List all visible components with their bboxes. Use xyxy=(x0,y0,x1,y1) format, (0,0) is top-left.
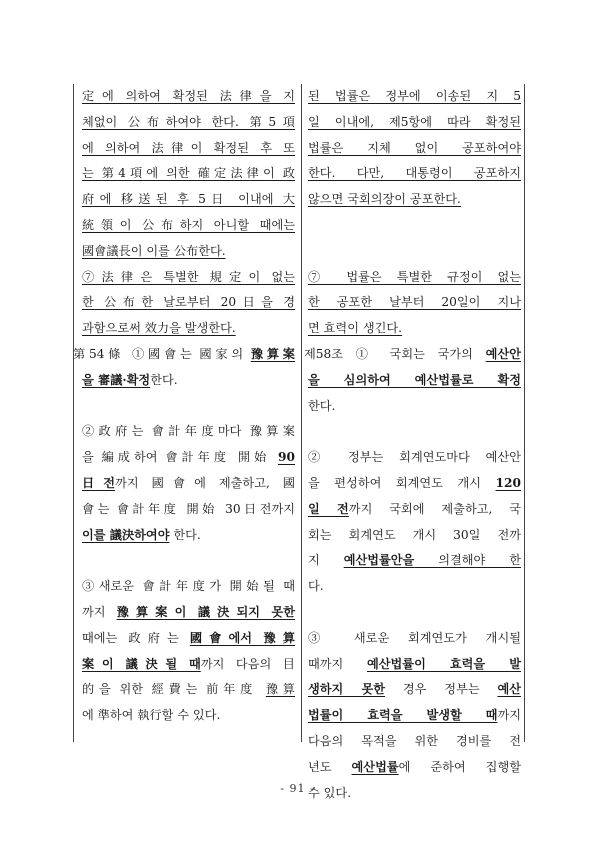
text-line: 에 準하여 執行할 수 있다. xyxy=(82,708,221,723)
text-line: ③새로운 會計年度가 開始될 때 xyxy=(82,579,295,594)
emphasis-text: 豫算案이 議決되지 못한 xyxy=(116,604,296,619)
article-heading: 第54條 ①國會는 國家의 xyxy=(73,346,251,361)
text-line: 國會議長이 이를 公布한다. xyxy=(82,243,226,258)
text-line xyxy=(73,368,295,394)
spacer xyxy=(82,394,295,420)
plain-text: 지 xyxy=(308,553,344,568)
text-line xyxy=(82,471,295,497)
article-heading: 제58조 ① 국회는 국가의 xyxy=(304,346,486,361)
plain-text: 을 편성하여 회계연도 개시 xyxy=(308,475,496,490)
text-line xyxy=(308,677,521,703)
plain-text: 까지 國會에 제출하고, 國 xyxy=(115,475,295,490)
left-column-old-text xyxy=(73,84,296,729)
plain-text: 한다. xyxy=(169,527,201,542)
emphasis-text: 이를 議決하여야 xyxy=(82,527,170,542)
left-paragraph-7 xyxy=(82,265,295,342)
center-divider-line xyxy=(301,84,302,742)
emphasis-text: 日전 xyxy=(82,475,116,490)
page-number: - 91 - xyxy=(280,782,315,795)
text-line xyxy=(82,652,295,678)
plain-text: 때까지 xyxy=(308,656,367,671)
right-paragraph-continuation xyxy=(308,84,521,213)
plain-text: 까지 다음의 目 xyxy=(200,656,295,671)
spacer xyxy=(308,419,521,445)
text-line: 에 의하여 法律이 확정된 후 또 xyxy=(82,140,295,155)
text-line: ⑦ 법률은 특별한 규정이 없는 xyxy=(308,269,521,284)
left-paragraph-2 xyxy=(82,419,295,548)
text-line: ③ 새로운 회계연도가 개시될 xyxy=(308,630,521,645)
text-line xyxy=(73,342,295,368)
text-line xyxy=(308,652,521,678)
left-paragraph-3 xyxy=(82,574,295,729)
emphasis-text: 일 전 xyxy=(308,501,349,516)
emphasis-text: 國會에서 豫算 xyxy=(189,630,296,645)
plain-text: 경우 정부는 xyxy=(385,682,498,697)
text-line: 을 심의하여 예산법률로 확정 xyxy=(308,372,521,387)
spacer xyxy=(82,548,295,574)
left-paragraph-continuation xyxy=(82,84,295,265)
plain-text: 에 준하여 집행할 xyxy=(398,759,521,774)
text-line: 면 효력이 생긴다. xyxy=(308,321,403,336)
underlined-text: 의결해야 한 xyxy=(414,553,521,568)
text-line: 일 이내에, 제5항에 따라 확정된 xyxy=(308,114,521,129)
text-line xyxy=(82,445,295,471)
left-border-line xyxy=(73,84,74,742)
emphasis-text: 을 審議·확정 xyxy=(82,372,151,387)
text-line: 수 있다. xyxy=(308,785,352,800)
text-line: 회는 회계연도 개시 30일 전까 xyxy=(308,527,521,542)
plain-text: 을 編成하여 會計年度 開始 xyxy=(82,450,279,465)
text-line xyxy=(82,677,295,703)
plain-text: 까지 xyxy=(497,708,521,723)
text-line: 한다. xyxy=(308,398,336,413)
plain-text: 년도 xyxy=(308,759,352,774)
text-line: 다음의 목적을 위한 경비를 전 xyxy=(308,733,521,748)
text-line: 체없이 公布하여야 한다. 第5項 xyxy=(82,114,295,129)
emphasis-text: 90 xyxy=(278,450,295,465)
text-line: 統領이 公布하지 아니할 때에는 xyxy=(82,217,295,232)
emphasis-text: 예산법률 xyxy=(351,759,399,774)
text-line xyxy=(308,755,521,781)
text-line xyxy=(304,342,521,368)
text-line xyxy=(82,523,295,549)
plain-text: 까지 국회에 제출하고, 국 xyxy=(348,501,522,516)
text-line xyxy=(308,497,521,523)
spacer xyxy=(308,213,521,239)
text-line: 는 第4項에 의한 確定法律이 政 xyxy=(82,166,295,181)
spacer xyxy=(308,600,521,626)
right-border-line xyxy=(524,84,525,742)
text-line: 한 公布한 날로부터 20日을 경 xyxy=(82,295,295,310)
right-article-58 xyxy=(304,342,521,419)
left-article-54 xyxy=(73,342,295,394)
plain-text: 때에는 政府는 xyxy=(82,630,190,645)
emphasis-text: 법률이 효력을 발생할 때 xyxy=(308,708,498,723)
text-line: 않으면 국회의장이 공포한다. xyxy=(308,192,461,207)
text-line: 한 공포한 날부터 20일이 지나 xyxy=(308,295,521,310)
plain-text: 까지 xyxy=(82,604,117,619)
text-line: ② 정부는 회계연도마다 예산안 xyxy=(308,450,521,465)
emphasis-text: 생하지 못한 xyxy=(308,682,386,697)
text-line: 법률은 지체 없이 공포하여야 xyxy=(308,140,521,155)
text-line xyxy=(82,626,295,652)
text-line: 다. xyxy=(308,579,324,594)
emphasis-text: 案이 議決될 때 xyxy=(82,656,201,671)
emphasis-text: 예산법률안을 xyxy=(343,553,415,568)
emphasis-text: 豫算案 xyxy=(250,346,295,361)
emphasis-text: 120 xyxy=(495,475,521,490)
text-line: 과함으로써 效力을 발생한다. xyxy=(82,321,236,336)
text-line xyxy=(308,703,521,729)
emphasis-text: 예산법률이 효력을 발 xyxy=(366,656,521,671)
underlined-text: 豫算 xyxy=(265,682,295,697)
text-line: 된 법률은 정부에 이송된 지 5 xyxy=(308,89,521,103)
text-line: 한다. 다만, 대통령이 공포하지 xyxy=(308,166,521,181)
emphasis-text: 예산안 xyxy=(485,346,521,361)
plain-text: 한다. xyxy=(150,372,178,387)
text-line: ⑦法律은 특별한 規定이 없는 xyxy=(82,269,295,284)
right-column-new-text xyxy=(304,84,522,806)
text-line: ②政府는 會計年度마다 豫算案 xyxy=(82,424,295,439)
right-paragraph-7 xyxy=(308,265,521,342)
emphasis-text: 예산 xyxy=(497,682,521,697)
text-line: 府에 移送된 후 5日 이내에 大 xyxy=(82,192,295,207)
right-paragraph-3 xyxy=(308,626,521,807)
text-line: 定에 의하여 확정된 法律을 지 xyxy=(82,89,295,103)
spacer xyxy=(308,239,521,265)
text-line: 會는 會計年度 開始 30日전까지 xyxy=(82,501,295,516)
text-line xyxy=(82,600,295,626)
plain-text: 的을 위한 經費는 前年度 xyxy=(82,682,266,697)
text-line xyxy=(308,471,521,497)
right-paragraph-2 xyxy=(308,445,521,600)
text-line xyxy=(308,548,521,574)
